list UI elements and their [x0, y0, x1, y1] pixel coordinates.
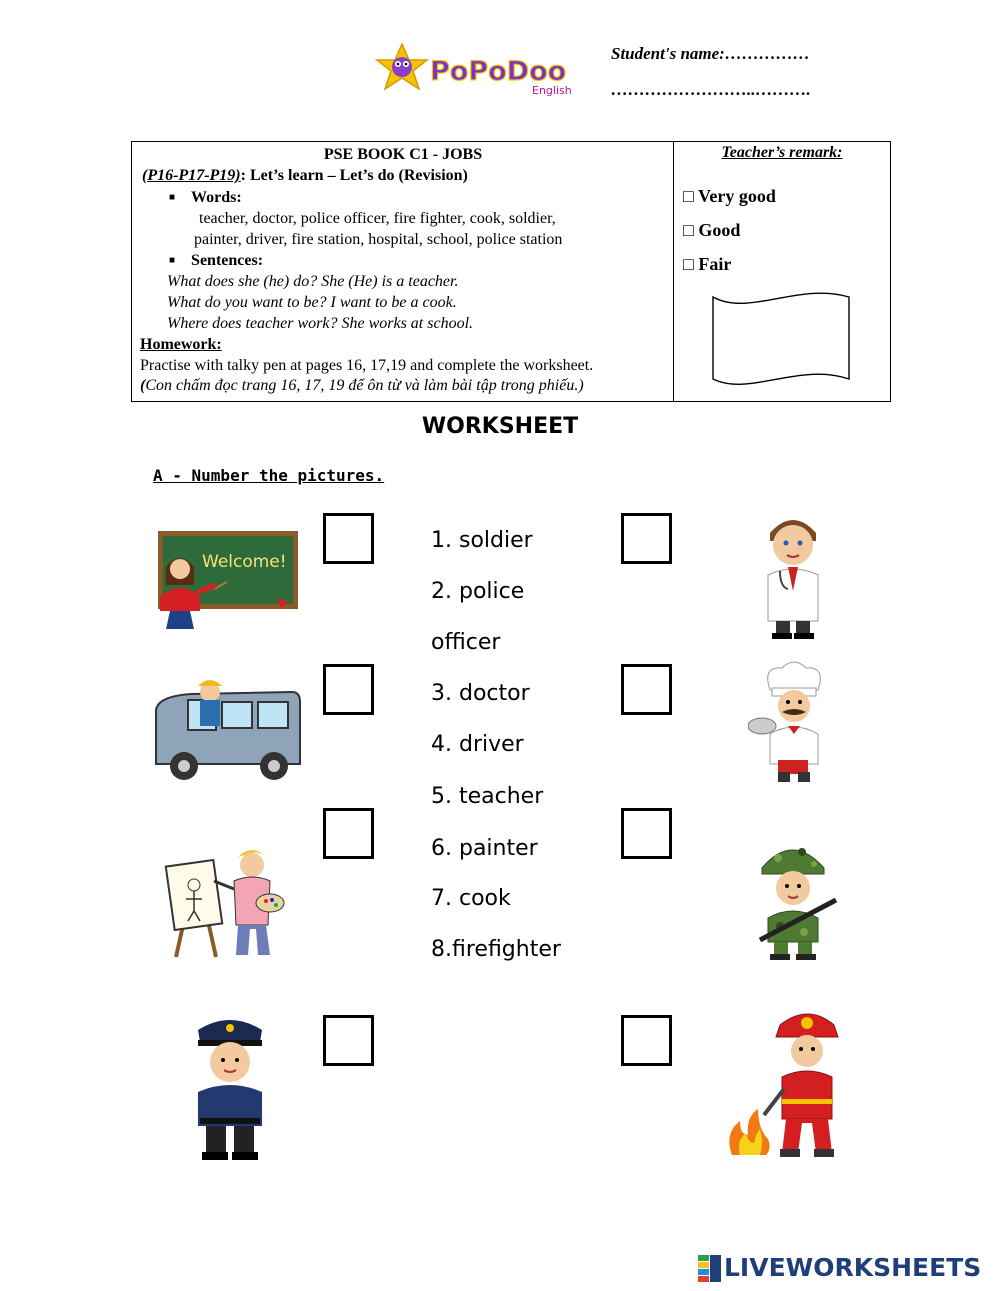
lesson-info-table [131, 141, 891, 402]
soldier-picture [756, 838, 840, 962]
doctor-picture [758, 511, 828, 641]
word-item-1: 1. soldier [431, 528, 533, 553]
sentence-2: What do you want to be? I want to be a cook. [167, 294, 457, 311]
remark-flag-box [709, 287, 854, 387]
word-item-2-cont: officer [431, 630, 501, 655]
teacher-picture [152, 527, 300, 631]
sentences-label: Sentences: [191, 252, 264, 269]
remark-very-good-checkbox[interactable]: □ Very good [683, 186, 776, 206]
svg-text:PoPoDoo: PoPoDoo [430, 56, 567, 87]
words-line-2: painter, driver, fire station, hospital, school, police station [194, 231, 563, 248]
pages-ref: (P16-P17-P19) [142, 167, 241, 184]
answer-box-police-officer[interactable] [323, 1015, 374, 1066]
driver-picture [152, 670, 302, 782]
homework-line-2: (Con chấm đọc trang 16, 17, 19 để ôn từ và làm bài tập trong phiếu.) [140, 377, 584, 394]
lesson-title: PSE BOOK C1 - JOBS [323, 146, 483, 163]
brand-text: LIVEWORKSHEETS [724, 1253, 982, 1282]
sentence-3: Where does teacher work? She works at school. [167, 315, 474, 332]
word-item-7: 7. cook [431, 886, 511, 911]
answer-box-cook[interactable] [621, 664, 672, 715]
bullet-icon: ■ [169, 192, 176, 203]
svg-text:Welcome!: Welcome! [202, 552, 287, 572]
answer-box-doctor[interactable] [621, 513, 672, 564]
liveworksheets-logo-icon [698, 1255, 722, 1283]
section-a-heading: A - Number the pictures. [153, 466, 385, 485]
popodoo-english-logo [372, 40, 584, 98]
svg-text:English: English [532, 84, 572, 97]
lesson-ref-line [142, 165, 468, 186]
answer-box-soldier[interactable] [621, 808, 672, 859]
lesson-info-cell [132, 142, 674, 401]
word-item-2: 2. police [431, 579, 525, 604]
words-label: Words: [191, 189, 242, 206]
worksheet-title: WORKSHEET [421, 414, 579, 439]
word-item-5: 5. teacher [431, 784, 544, 809]
firefighter-picture [722, 1005, 844, 1161]
word-item-4: 4. driver [431, 732, 524, 757]
lesson-name: : Let’s learn – Let’s do (Revision) [240, 167, 468, 184]
police-officer-picture [184, 1014, 276, 1162]
sentence-1: What does she (he) do? She (He) is a teacher. [167, 273, 459, 290]
cook-picture [748, 660, 840, 786]
student-name-label: Student's name:…………… [611, 44, 810, 63]
teacher-remark-cell [674, 142, 890, 401]
homework-label: Homework: [140, 336, 222, 353]
painter-picture [164, 845, 288, 963]
answer-box-firefighter[interactable] [621, 1015, 672, 1066]
word-item-8: 8.firefighter [431, 937, 561, 962]
student-name-line[interactable]: ……………………..………. [611, 80, 811, 99]
liveworksheets-brand [698, 1253, 994, 1285]
bullet-icon: ■ [169, 255, 176, 266]
words-heading [169, 187, 242, 210]
remark-good-checkbox[interactable]: □ Good [683, 220, 741, 240]
remark-fair-checkbox[interactable]: □ Fair [683, 254, 732, 274]
answer-box-driver[interactable] [323, 664, 374, 715]
sentences-heading [169, 250, 263, 273]
answer-box-painter[interactable] [323, 808, 374, 859]
teacher-remark-title: Teacher’s remark: [721, 144, 843, 161]
word-item-3: 3. doctor [431, 681, 530, 706]
answer-box-teacher[interactable] [323, 513, 374, 564]
homework-line-1: Practise with talky pen at pages 16, 17,19 and complete the worksheet. [140, 357, 594, 374]
words-line-1: teacher, doctor, police officer, fire fighter, cook, soldier, [199, 210, 556, 227]
word-item-6: 6. painter [431, 836, 538, 861]
